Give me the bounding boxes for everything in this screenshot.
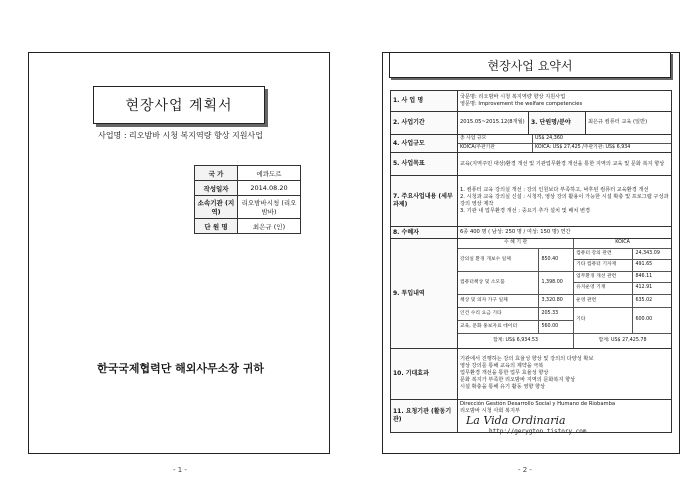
row-label: 7. 주요사업내용 (세부과제) [391, 176, 458, 227]
info-table [194, 165, 301, 234]
row-value [458, 176, 672, 227]
row-value: 최은규 컴퓨터 교육 (일반) [586, 112, 672, 135]
text-line: 3. 기관 내 업무환경 개선 : 중요기 추가 설치 및 배치 변경 [460, 208, 591, 215]
row-label: 4. 사업규모 [391, 135, 458, 153]
row-value: 교육(지역주민 대상)환경 개선 및 기관업무환경 개선을 통한 지역의 교육 및 문화 복지 향상 [458, 153, 672, 176]
plan-title: 현장사업 계획서 [93, 86, 265, 124]
row-value [458, 135, 672, 153]
info-value: 에콰도르 [238, 166, 301, 181]
row-label: 2. 사업기간 [391, 112, 458, 135]
scale-value: US$ 24,360 [533, 135, 672, 144]
row-value [458, 348, 672, 399]
row-period [391, 112, 672, 135]
project-name: 사업명 : 리오밤바 시청 복지역량 향상 지원사업 [98, 131, 263, 140]
input-header-right: KOICA [574, 239, 671, 248]
input-header-left: 수 혜 기 관 [458, 239, 574, 248]
input-value: 846.11 [633, 271, 671, 283]
text-line: 1. 컴퓨터 교육 강의실 개선 : 강의 인원보다 부족하고, 낙후된 컴퓨터 교육환경 개선 [460, 187, 649, 194]
row-label: 11. 요청기관 (활동기관) [391, 399, 458, 432]
text-line: 국문명: 리오밤바 시청 복지역량 향상 지원사업 [460, 93, 566, 100]
scale-value: KOICA: US$ 27,425 /주관기관: US$ 6,934 [533, 144, 672, 153]
scale-subtable [458, 135, 671, 152]
input-item: 책상 및 의자 가구 일체 [458, 294, 539, 307]
row-effect [391, 348, 672, 399]
text-line: 리오밤바 시청 사회 복지부 [460, 407, 521, 414]
row-content [391, 176, 672, 227]
text-line: 시설 확충을 통해 유기 활동 영향 향상 [460, 384, 546, 391]
text-line: 2. 시청과 교육 강의실 신설 : 시청각, 영상 강의 활용이 가능한 시설 확충 및 프로그램 구성과 강의 영상 제작 [460, 194, 669, 208]
input-value: 3,320.80 [539, 294, 574, 307]
info-label: 국 가 [195, 166, 238, 181]
row-value [458, 91, 672, 112]
scale-label: KOICA/주관기관 [458, 144, 533, 153]
row-goal [391, 153, 672, 176]
row-value [458, 239, 672, 348]
input-subtable [458, 239, 671, 347]
text-line: 영상 강의를 통해 교육의 제약을 극복 [460, 363, 544, 370]
input-item: 기타 컴퓨터 기자재 [574, 260, 633, 272]
scale-label: 총 사업 규모 [458, 135, 533, 144]
input-value: 600.00 [633, 307, 671, 333]
input-item: 업무환경 개선 관련 [574, 271, 633, 283]
input-item: 강의실 환경 개보수 일체 [458, 248, 539, 271]
row-name [391, 91, 672, 112]
input-item: 운영 관련 [574, 294, 633, 307]
row-label: 3. 단원명/분야 [529, 112, 586, 135]
addressee: 한국국제협력단 해외사무소장 귀하 [96, 362, 265, 375]
row-beneficiary [391, 227, 672, 239]
page-number: - 1 - [173, 466, 187, 474]
page-number: - 2 - [518, 466, 532, 474]
input-item: 인건 수리 요금 기타 [458, 307, 539, 320]
input-value: 635.02 [633, 294, 671, 307]
input-item: 교육, 문화 홍보자료 데이터 [458, 320, 539, 333]
info-value: 최은규 (인) [238, 219, 301, 234]
input-item: 컴퓨터 강의 관련 [574, 248, 633, 260]
row-value: 2015.05~2015.12(8개월) [458, 112, 529, 135]
row-label: 1. 사 업 명 [391, 91, 458, 112]
text-line: Dirección Gestión Desarrollo Social y Humano de Riobamba [460, 400, 616, 407]
input-total-left: 합계: US$ 6,934.53 [458, 333, 574, 348]
row-label: 8. 수혜자 [391, 227, 458, 239]
info-label: 작성일자 [195, 181, 238, 196]
watermark-url: http://gerygton.tistory.com [489, 428, 587, 435]
text-line: 영문명: Improvement the welfare competencies [460, 101, 583, 107]
row-label: 10. 기대효과 [391, 348, 458, 399]
row-input [391, 239, 672, 348]
text-line: 기관에서 진행하는 강의 효율성 향상 및 강의의 다양성 확보 [460, 356, 594, 363]
input-value: 850.40 [539, 248, 574, 271]
input-value: 1,398.00 [539, 271, 574, 294]
info-label: 소속기관 (지역) [195, 196, 238, 219]
row-scale [391, 135, 672, 153]
row-label: 9. 투입내역 [391, 239, 458, 348]
page-1 [18, 10, 340, 462]
info-value: 리오밤바시청 (리오밤바) [238, 196, 301, 219]
input-item: 유지운영 기재 [574, 283, 633, 295]
text-line: 문화 복지가 부족한 리오밤바 지역의 문화복지 향상 [460, 377, 576, 384]
row-value: 6종 400 명 ( 남성: 250 명 / 여성: 150 명) 연간 [458, 227, 672, 239]
input-total-right: 합계: US$ 27,425.78 [574, 333, 671, 348]
summary-title: 현장사업 요약서 [389, 52, 671, 78]
input-value: 491.65 [633, 260, 671, 272]
row-label: 5. 사업목표 [391, 153, 458, 176]
watermark-title: La Vida Ordinaria [466, 414, 566, 427]
info-row [195, 219, 301, 234]
info-row [195, 166, 301, 181]
input-item: 컴퓨터책상 및 소모품 [458, 271, 539, 294]
input-value: 205.33 [539, 307, 574, 320]
info-row [195, 181, 301, 196]
input-value: 24,343.09 [633, 248, 671, 260]
info-label: 단 원 명 [195, 219, 238, 234]
text-line: 업무환경 개선을 통한 업무 효율성 향상 [460, 370, 549, 377]
info-row [195, 196, 301, 219]
summary-table [390, 90, 672, 433]
input-value: 412.91 [633, 283, 671, 295]
input-item: 기타 [574, 307, 633, 333]
input-value: 560.00 [539, 320, 574, 333]
page-2 [364, 10, 686, 462]
info-value: 2014.08.20 [238, 181, 301, 196]
